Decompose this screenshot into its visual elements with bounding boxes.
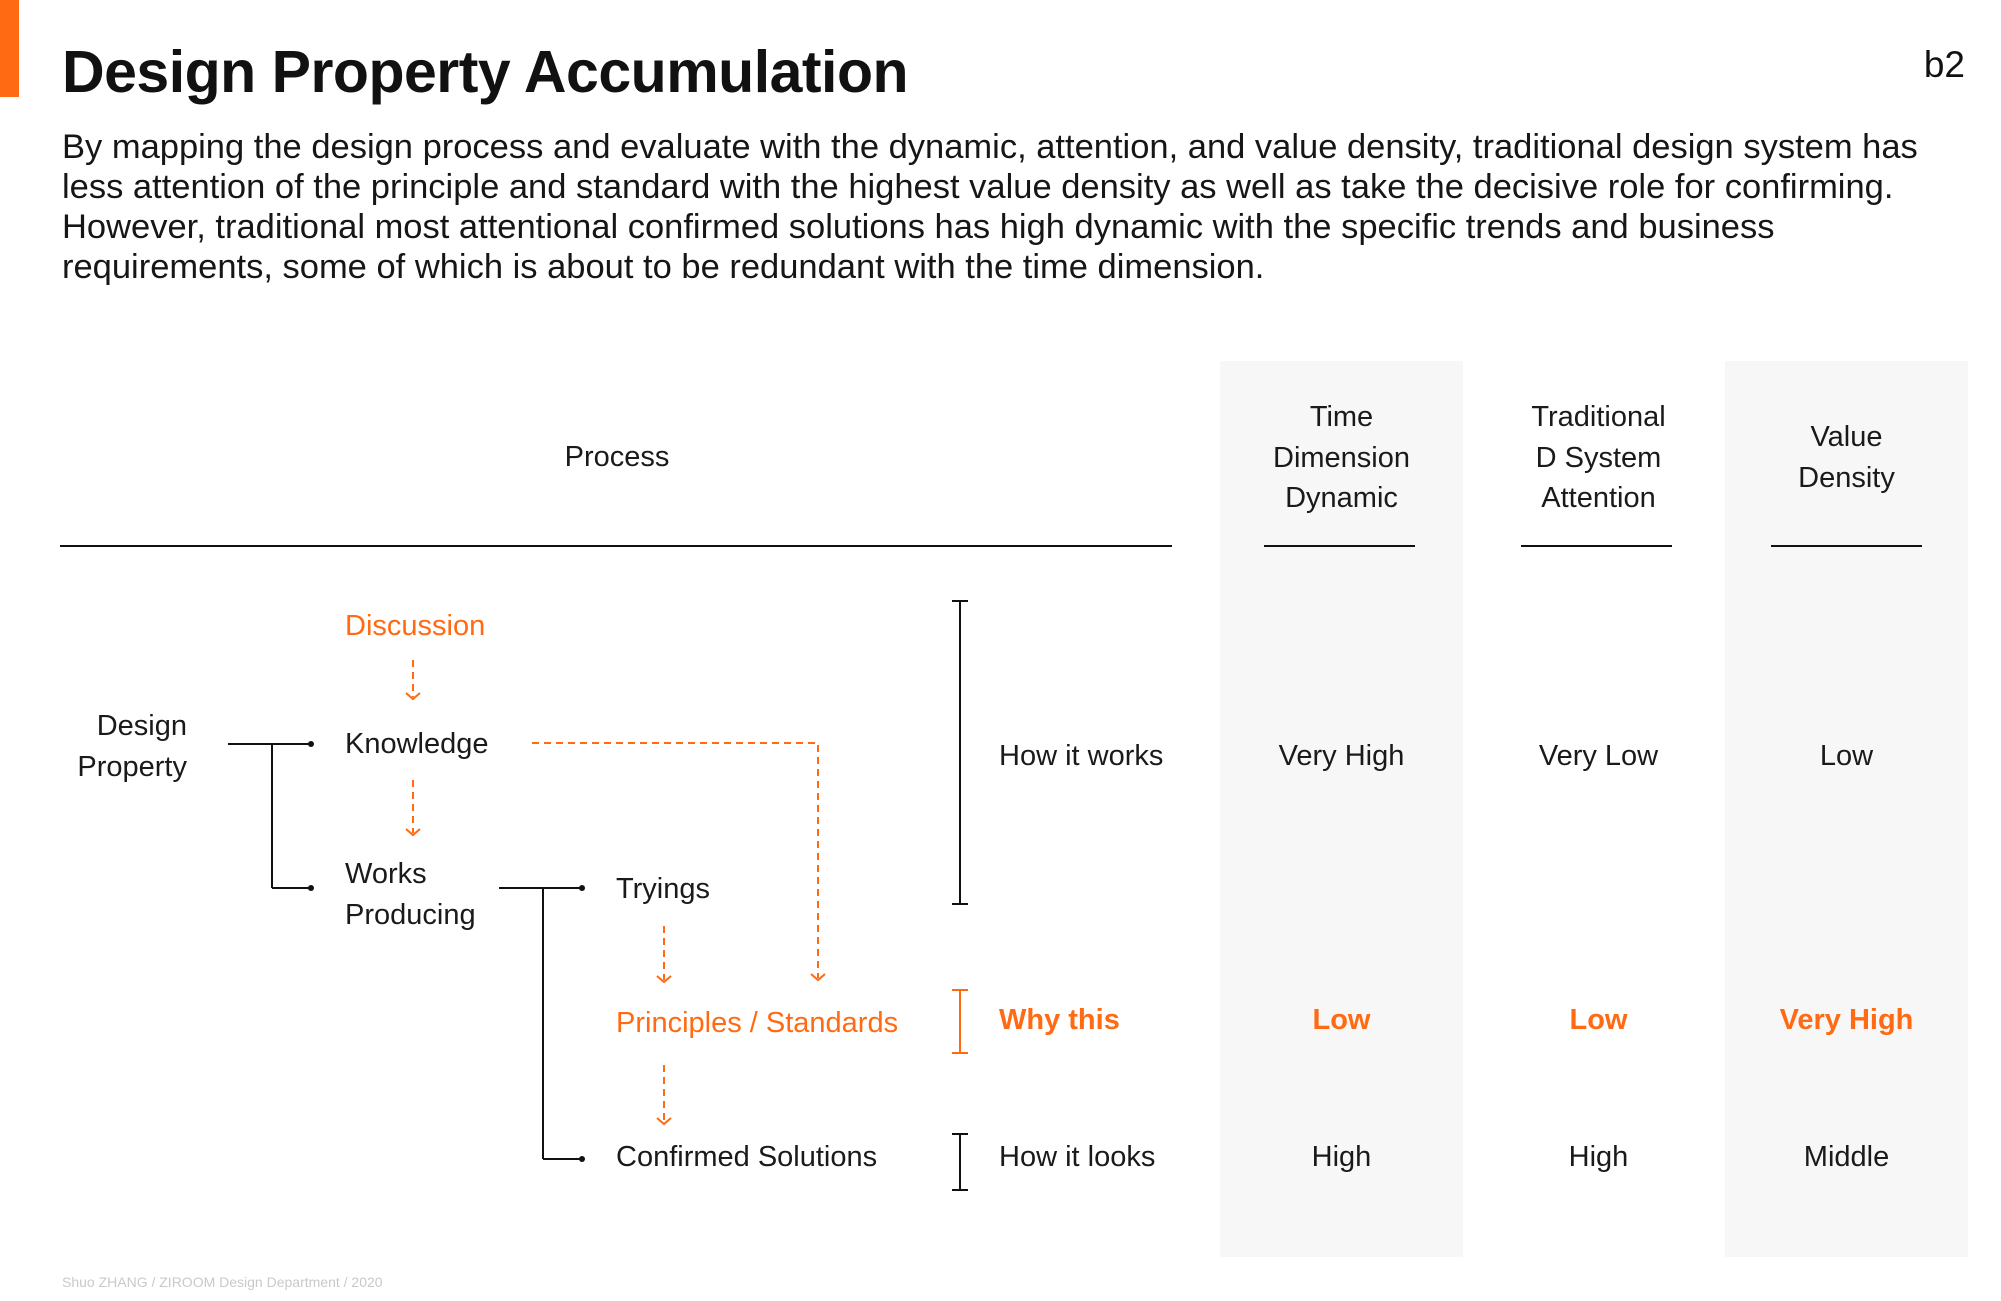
principles-standards-node: Principles / Standards <box>616 1007 899 1039</box>
time-dynamic-value: High <box>1311 1141 1372 1173</box>
value-density-value: Middle <box>1803 1141 1890 1173</box>
category-how-it-looks: How it looks <box>999 1141 1156 1173</box>
process-header: Process <box>564 441 670 473</box>
system-attention-header: Traditional D System Attention <box>1531 401 1666 514</box>
design-property-node: Design Property <box>77 710 187 783</box>
page-title: Design Property Accumulation <box>62 39 909 105</box>
value-density-header: Value Density <box>1798 421 1895 494</box>
system-attention-value: Low <box>1569 1004 1628 1036</box>
value-density-value: Low <box>1819 740 1874 772</box>
system-attention-value: Very Low <box>1538 740 1659 772</box>
works-producing-node: Works Producing <box>345 858 476 931</box>
knowledge-node: Knowledge <box>345 728 489 760</box>
intro-paragraph: By mapping the design process and evaluate with the dynamic, attention, and value density, traditional design system has less attention of the principle and standard with the highest value density as well as take the decisive role for confirming. However, traditional most attentional confirmed solutions has high dynamic with the specific trends and business requirements, some of which is about to be redundant with the time dimension. <box>62 128 1918 286</box>
footer-credit: Shuo ZHANG / ZIROOM Design Department / 2020 <box>62 1274 383 1290</box>
category-how-it-works: How it works <box>999 740 1164 772</box>
category-why-this: Why this <box>999 1004 1120 1036</box>
time-dynamic-header: Time Dimension Dynamic <box>1273 401 1410 514</box>
tryings-node: Tryings <box>616 873 710 905</box>
page-number: b2 <box>1923 44 1965 85</box>
system-attention-value: High <box>1568 1141 1629 1173</box>
value-density-value: Very High <box>1779 1004 1914 1036</box>
time-dynamic-value: Very High <box>1278 740 1405 772</box>
discussion-node: Discussion <box>345 610 486 642</box>
time-dynamic-value: Low <box>1312 1004 1371 1036</box>
confirmed-solutions-node: Confirmed Solutions <box>616 1141 878 1173</box>
